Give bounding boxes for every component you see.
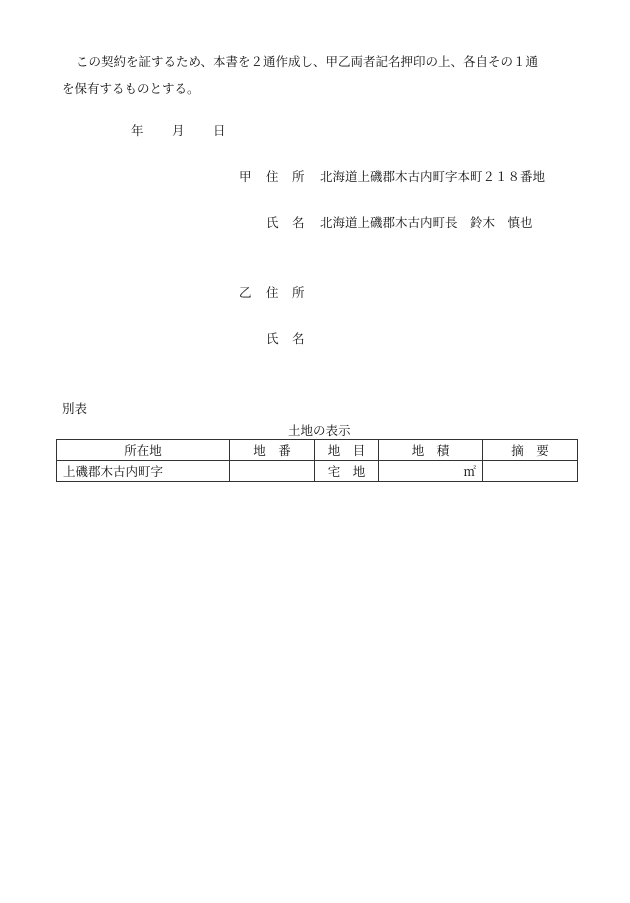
land-table	[56, 439, 578, 482]
party-b-name-label-1: 氏	[266, 331, 279, 346]
intro-paragraph	[62, 48, 582, 102]
header-lot-number: 地 番	[230, 440, 315, 461]
party-a-address-label-2: 所	[292, 169, 305, 184]
cell-lot-number	[230, 461, 315, 482]
header-remarks: 摘 要	[483, 440, 578, 461]
header-location: 所在地	[57, 440, 230, 461]
party-b-mark: 乙	[239, 285, 252, 300]
land-table-header-row	[57, 440, 578, 461]
party-a-address-label-1: 住	[266, 169, 279, 184]
table-row	[57, 461, 578, 482]
appendix-label: 別表	[62, 401, 88, 416]
party-a-name: 北海道上磯郡木古内町長 鈴木 慎也	[320, 215, 533, 230]
header-area: 地 積	[379, 440, 483, 461]
party-b-name-label-2: 名	[292, 331, 305, 346]
cell-area: ㎡	[379, 461, 483, 482]
cell-land-category: 宅 地	[315, 461, 379, 482]
cell-remarks	[483, 461, 578, 482]
land-table-title: 土地の表示	[288, 423, 351, 438]
header-land-category: 地 目	[315, 440, 379, 461]
date-year-label: 年	[131, 123, 144, 138]
party-a-name-label-2: 名	[292, 215, 305, 230]
party-a-name-label-1: 氏	[266, 215, 279, 230]
intro-line-1: この契約を証するため、本書を２通作成し、甲乙両者記名押印の上、各自その１通	[76, 54, 539, 69]
party-b-address-label-1: 住	[266, 285, 279, 300]
cell-location: 上磯郡木古内町字	[57, 461, 230, 482]
party-a-address: 北海道上磯郡木古内町字本町２１８番地	[320, 169, 546, 184]
date-month-label: 月	[172, 123, 185, 138]
date-day-label: 日	[213, 123, 226, 138]
party-b-address-label-2: 所	[292, 285, 305, 300]
party-a-mark: 甲	[239, 169, 252, 184]
intro-line-2: を保有するものとする。	[62, 81, 200, 96]
